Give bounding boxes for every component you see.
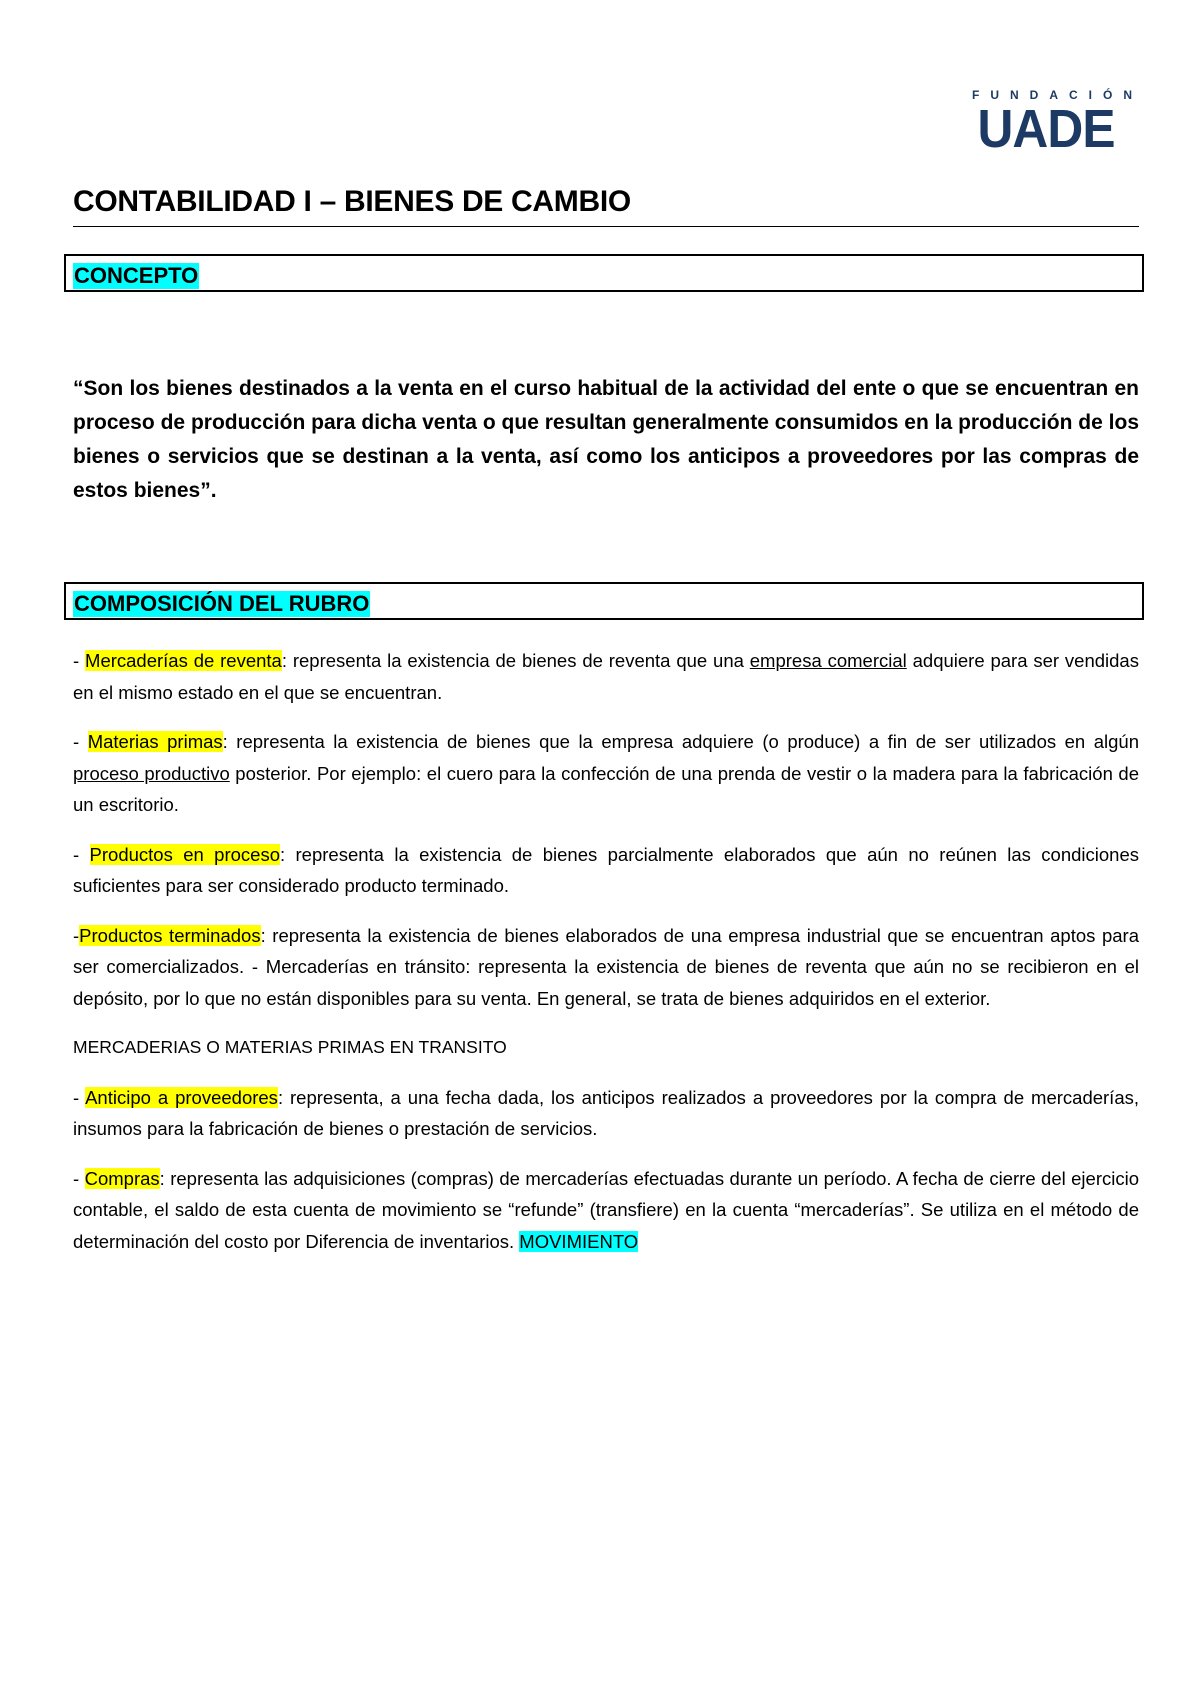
transito-heading: MERCADERIAS O MATERIAS PRIMAS EN TRANSITO [73,1037,507,1057]
term-productos-en-proceso: Productos en proceso [89,843,280,865]
term-compras: Compras [84,1167,160,1189]
document-title: CONTABILIDAD I – BIENES DE CAMBIO [73,184,1139,227]
term-productos-terminados: Productos terminados [79,924,261,946]
underlined-proceso-productivo: proceso productivo [73,762,230,784]
item-compras: - Compras: representa las adquisiciones (compras) de mercaderías efectuadas durante un período. A fecha de cierre del ejercicio contable, el saldo de esta cuenta de movimiento se “refunde” (transfiere) en la cuenta “mercaderías”. Se utiliza en el método de determinación del costo por Diferencia de inventarios. MOVIMIENTO [73,1167,1139,1252]
term-materias-primas: Materias primas [87,731,223,752]
section-concepto-header [64,254,1144,292]
uade-logo [962,88,1143,162]
section-concepto-label: CONCEPTO [74,263,199,288]
composition-list [73,645,1139,1275]
item-productos-en-proceso: - Productos en proceso: representa la existencia de bienes parcialmente elaborados que aún no reúnen las condiciones suficientes para ser considerado producto terminado. [73,843,1139,896]
item-materias-primas: - Materias primas: representa la existencia de bienes que la empresa adquiere (o produce) a fin de ser utilizados en algún proceso productivo posterior. Por ejemplo: el cuero para la confección de una prenda de vestir o la madera para la fabricación de un escritorio. [73,731,1139,815]
logo-fundacion-text: FUNDACIÓN [972,88,1143,102]
item-productos-terminados: -Productos terminados: representa la existencia de bienes elaborados de una empresa industrial que se encuentran aptos para ser comercializados. - Mercaderías en tránsito: representa la existencia de bienes de reventa que aún no se recibieron en el depósito, por lo que no están disponibles para su venta. En general, se trata de bienes adquiridos en el exterior. [73,924,1140,1009]
underlined-empresa-comercial: empresa comercial [749,650,907,671]
item-mercaderias: - Mercaderías de reventa: representa la existencia de bienes de reventa que una empresa comercial adquiere para ser vendidas en el mismo estado en el que se encuentran. [73,650,1139,703]
item-anticipo-proveedores: - Anticipo a proveedores: representa, a una fecha dada, los anticipos realizados a proveedores por la compra de mercaderías, insumos para la fabricación de bienes o prestación de servicios. [73,1086,1140,1139]
term-anticipo-proveedores: Anticipo a proveedores [85,1086,278,1108]
section-composicion-label: COMPOSICIÓN DEL RUBRO [74,591,370,616]
tag-movimiento: MOVIMIENTO [519,1230,639,1252]
term-mercaderias: Mercaderías de reventa [85,650,282,671]
logo-uade-text: UADE [977,99,1115,159]
definition-paragraph: “Son los bienes destinados a la venta en el curso habitual de la actividad del ente o que se encuentran en proceso de producción para dicha venta o que resultan generalmente consumidos en la producción de los bienes o servicios que se destinan a la venta, así como los anticipos a proveedores por las compras de estos bienes”. [73,377,1139,502]
section-composicion-header [64,582,1144,620]
